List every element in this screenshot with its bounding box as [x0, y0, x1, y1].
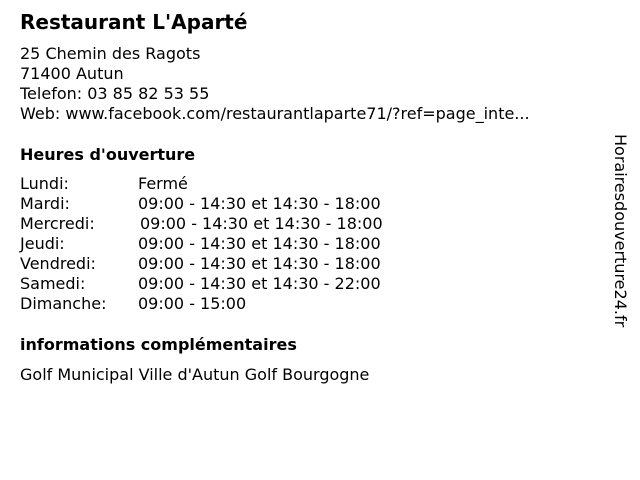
- day-times: 09:00 - 14:30 et 14:30 - 22:00: [138, 274, 381, 293]
- day-times: 09:00 - 14:30 et 14:30 - 18:00: [138, 234, 381, 253]
- day-label: Jeudi:: [20, 234, 65, 253]
- city-address: 71400 Autun: [20, 64, 124, 83]
- day-times: 09:00 - 14:30 et 14:30 - 18:00: [138, 254, 381, 273]
- address-block: [20, 44, 530, 124]
- day-times: 09:00 - 15:00: [138, 294, 247, 313]
- website-link[interactable]: Web: www.facebook.com/restaurantlaparte71/?ref=page_inte...: [20, 104, 530, 123]
- watermark-text: Horairesdouverture24.fr: [611, 134, 630, 328]
- day-label: Mardi:: [20, 194, 70, 213]
- site-watermark: [610, 134, 632, 344]
- day-times: 09:00 - 14:30 et 14:30 - 18:00: [140, 214, 383, 233]
- restaurant-title: Restaurant L'Aparté: [20, 10, 248, 34]
- day-times: Fermé: [138, 174, 188, 193]
- opening-hours-heading: Heures d'ouverture: [20, 145, 196, 164]
- street-address: 25 Chemin des Ragots: [20, 44, 201, 63]
- day-label: Samedi:: [20, 274, 86, 293]
- day-label: Mercredi:: [20, 214, 95, 233]
- day-label: Lundi:: [20, 174, 69, 193]
- additional-info-text: Golf Municipal Ville d'Autun Golf Bourgogne: [20, 365, 370, 384]
- day-times: 09:00 - 14:30 et 14:30 - 18:00: [138, 194, 381, 213]
- phone-number: Telefon: 03 85 82 53 55: [20, 84, 210, 103]
- day-label: Vendredi:: [20, 254, 96, 273]
- additional-info-heading: informations complémentaires: [20, 335, 297, 354]
- day-label: Dimanche:: [20, 294, 107, 313]
